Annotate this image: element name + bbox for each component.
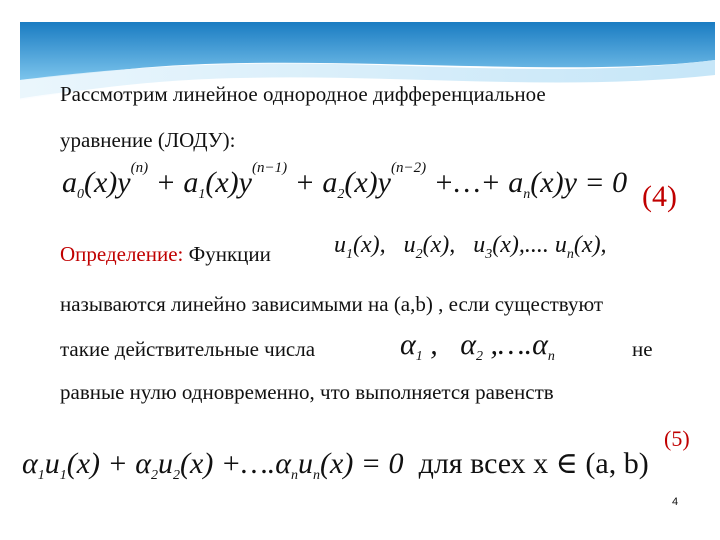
definition-label: Определение: <box>60 242 184 266</box>
equation-4-number: (4) <box>642 180 677 213</box>
intro-line-1: Рассмотрим линейное однородное дифференциальное <box>60 82 546 106</box>
definition-line <box>60 242 271 267</box>
alpha-coefficients: $\alpha_1$ , $\alpha_2$ $,\dots.\alpha_n$ <box>400 328 555 364</box>
functions-list: $u_1(x)$, $u_2(x)$, $u_3(x)$,.... $u_n(x)$, <box>334 232 607 262</box>
intro-line-2: уравнение (ЛОДУ): <box>60 128 236 152</box>
equation-5-condition: для всех x ∈ (a, b) <box>418 447 649 480</box>
ne-word: не <box>632 337 653 361</box>
equation-5-number: (5) <box>664 426 690 451</box>
definition-text: Функции <box>183 242 271 266</box>
page-number: 4 <box>672 496 679 508</box>
condition-line: равные нулю одновременно, что выполняется равенств <box>60 380 554 404</box>
real-numbers-line: такие действительные числа <box>60 337 316 361</box>
linear-combination-equation: $\alpha_1u_1(x) + \alpha_2u_2(x)$ $+\dots.\alpha_nu_n(x) = 0$ для всех x ∈ (a, b) <box>22 447 649 483</box>
lodu-equation: $a_0(x)y^{(n)} + a_1(x)y^{(n-1)} + a_2(x)y^{(n-2)}$ +…+ $a_n(x)y = 0$ <box>62 160 628 202</box>
linear-dependence-line: называются линейно зависимыми на (a,b) , если существуют <box>60 292 604 316</box>
